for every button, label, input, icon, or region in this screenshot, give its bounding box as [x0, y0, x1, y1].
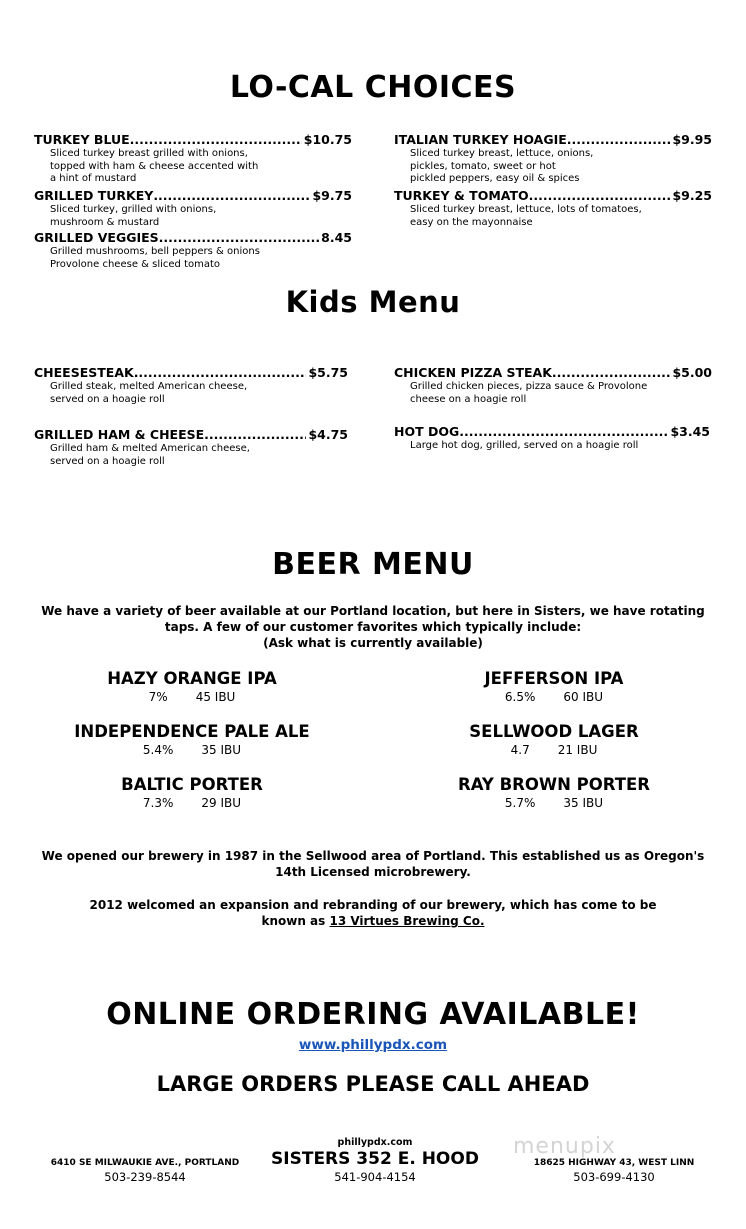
item-desc: Sliced turkey breast, lettuce, lots of tomatoes,: [410, 204, 642, 215]
menu-item-grilled-turkey: [34, 188, 352, 229]
portland-address: 6410 SE MILWAUKIE AVE., PORTLAND: [50, 1158, 240, 1168]
kids-title: Kids Menu: [285, 285, 461, 319]
item-desc: pickles, tomato, sweet or hot: [410, 160, 556, 172]
beer-name: RAY BROWN PORTER: [458, 775, 650, 794]
item-desc: Grilled chicken pieces, pizza sauce & Provolone: [410, 381, 648, 392]
ordering-link-wrap: [0, 1034, 746, 1053]
item-name: HOT DOG: [394, 424, 460, 439]
website-link[interactable]: www.phillypdx.com: [298, 1037, 448, 1053]
footer-west-linn: [528, 1158, 700, 1184]
item-desc: served on a hoagie roll: [50, 393, 165, 405]
menu-item-turkey-blue: [34, 132, 352, 186]
item-name: GRILLED HAM & CHEESE: [34, 427, 205, 442]
item-name: CHEESESTEAK: [34, 365, 134, 380]
menupix-watermark: menupix: [513, 1134, 616, 1159]
footer-portland: [44, 1158, 246, 1184]
item-desc: Provolone cheese & sliced tomato: [50, 258, 221, 270]
item-price: $9.75: [312, 188, 352, 203]
item-desc: Sliced turkey, grilled with onions,: [50, 204, 217, 215]
menu-item-grilled-ham-cheese: [34, 427, 348, 468]
beer-ibu: 29 IBU: [201, 796, 242, 810]
brewery-history: [0, 848, 746, 880]
beer-name: HAZY ORANGE IPA: [107, 669, 277, 688]
beer-item-independence-pale-ale: [62, 722, 322, 758]
beer-name: SELLWOOD LAGER: [469, 722, 639, 741]
beer-ibu: 60 IBU: [563, 690, 604, 704]
item-price: 8.45: [321, 230, 352, 245]
large-orders-notice: LARGE ORDERS PLEASE CALL AHEAD: [156, 1072, 590, 1096]
menu-item-hot-dog: [394, 424, 710, 453]
item-desc: mushroom & mustard: [50, 216, 160, 228]
brewery-rebrand: [0, 897, 746, 929]
item-price: $5.00: [672, 365, 712, 380]
brewing-co-link[interactable]: 13 Virtues Brewing Co.: [329, 914, 485, 928]
item-desc: Large hot dog, grilled, served on a hoagie roll: [410, 440, 639, 451]
beer-name: INDEPENDENCE PALE ALE: [74, 722, 310, 741]
item-desc: topped with ham & cheese accented with: [50, 160, 259, 172]
item-name: TURKEY BLUE: [34, 132, 130, 147]
item-price: $3.45: [670, 424, 710, 439]
item-price: $9.95: [672, 132, 712, 147]
item-desc: Sliced turkey breast, lettuce, onions,: [410, 148, 594, 159]
beer-abv: 6.5%: [504, 690, 536, 704]
beer-ibu: 35 IBU: [201, 743, 242, 757]
item-desc: Grilled steak, melted American cheese,: [50, 381, 248, 392]
west-linn-phone: 503-699-4130: [573, 1170, 655, 1184]
item-desc: cheese on a hoagie roll: [410, 393, 527, 405]
item-price: $5.75: [308, 365, 348, 380]
item-price: $4.75: [308, 427, 348, 442]
item-name: CHICKEN PIZZA STEAK: [394, 365, 552, 380]
west-linn-address: 18625 HIGHWAY 43, WEST LINN: [533, 1158, 695, 1168]
beer-ibu: 35 IBU: [563, 796, 604, 810]
item-name: TURKEY & TOMATO: [394, 188, 529, 203]
menu-item-grilled-veggies: [34, 230, 352, 271]
beer-ibu: 21 IBU: [557, 743, 598, 757]
beer-abv: 5.7%: [504, 796, 536, 810]
history-line: 14th Licensed microbrewery.: [275, 865, 471, 879]
menu-item-chicken-pizza-steak: [394, 365, 712, 406]
sisters-phone: 541-904-4154: [334, 1170, 416, 1184]
beer-item-ray-brown-porter: [424, 775, 684, 811]
locals-title: LO-CAL CHOICES: [229, 70, 517, 105]
beer-abv: 5.4%: [142, 743, 174, 757]
beer-item-jefferson-ipa: [424, 669, 684, 705]
history-line: We opened our brewery in 1987 in the Sellwood area of Portland. This established us as Oregon's: [41, 849, 705, 863]
online-ordering-headline: ONLINE ORDERING AVAILABLE!: [106, 997, 640, 1032]
sisters-address: SISTERS 352 E. HOOD: [271, 1149, 479, 1169]
beer-intro-line: We have a variety of beer available at our Portland location, but here in Sisters, we have rotating: [41, 604, 705, 618]
portland-phone: 503-239-8544: [104, 1170, 186, 1184]
menu-item-cheesesteak: [34, 365, 348, 406]
item-desc: pickled peppers, easy oil & spices: [410, 173, 580, 184]
beer-item-baltic-porter: [62, 775, 322, 811]
item-desc: Grilled ham & melted American cheese,: [50, 443, 250, 454]
item-desc: a hint of mustard: [50, 173, 137, 184]
item-desc: easy on the mayonnaise: [410, 216, 533, 228]
item-price: $9.25: [672, 188, 712, 203]
beer-item-sellwood-lager: [424, 722, 684, 758]
footer-sisters: [270, 1137, 480, 1184]
history-line: 2012 welcomed an expansion and rebranding of our brewery, which has come to be: [89, 898, 657, 912]
history-prefix: known as: [261, 914, 330, 928]
item-price: $10.75: [303, 132, 352, 147]
beer-name: BALTIC PORTER: [121, 775, 263, 794]
beer-abv: 4.7: [510, 743, 530, 757]
beer-item-hazy-orange-ipa: [62, 669, 322, 705]
item-desc: served on a hoagie roll: [50, 455, 165, 467]
beer-intro-line: taps. A few of our customer favorites which typically include:: [164, 620, 582, 634]
beer-abv: 7.3%: [142, 796, 174, 810]
item-name: GRILLED VEGGIES: [34, 230, 159, 245]
beer-intro: [0, 603, 746, 651]
item-name: GRILLED TURKEY: [34, 188, 154, 203]
menu-item-turkey-tomato: [394, 188, 712, 229]
item-name: ITALIAN TURKEY HOAGIE: [394, 132, 567, 147]
item-desc: Grilled mushrooms, bell peppers & onions: [50, 246, 260, 257]
footer-site: phillypdx.com: [337, 1137, 413, 1148]
beer-title: BEER MENU: [272, 547, 474, 582]
beer-intro-line: (Ask what is currently available): [263, 636, 483, 650]
item-desc: Sliced turkey breast grilled with onions,: [50, 148, 248, 159]
menu-item-italian-turkey-hoagie: [394, 132, 712, 186]
beer-name: JEFFERSON IPA: [484, 669, 624, 688]
beer-ibu: 45 IBU: [195, 690, 236, 704]
beer-abv: 7%: [148, 690, 168, 704]
